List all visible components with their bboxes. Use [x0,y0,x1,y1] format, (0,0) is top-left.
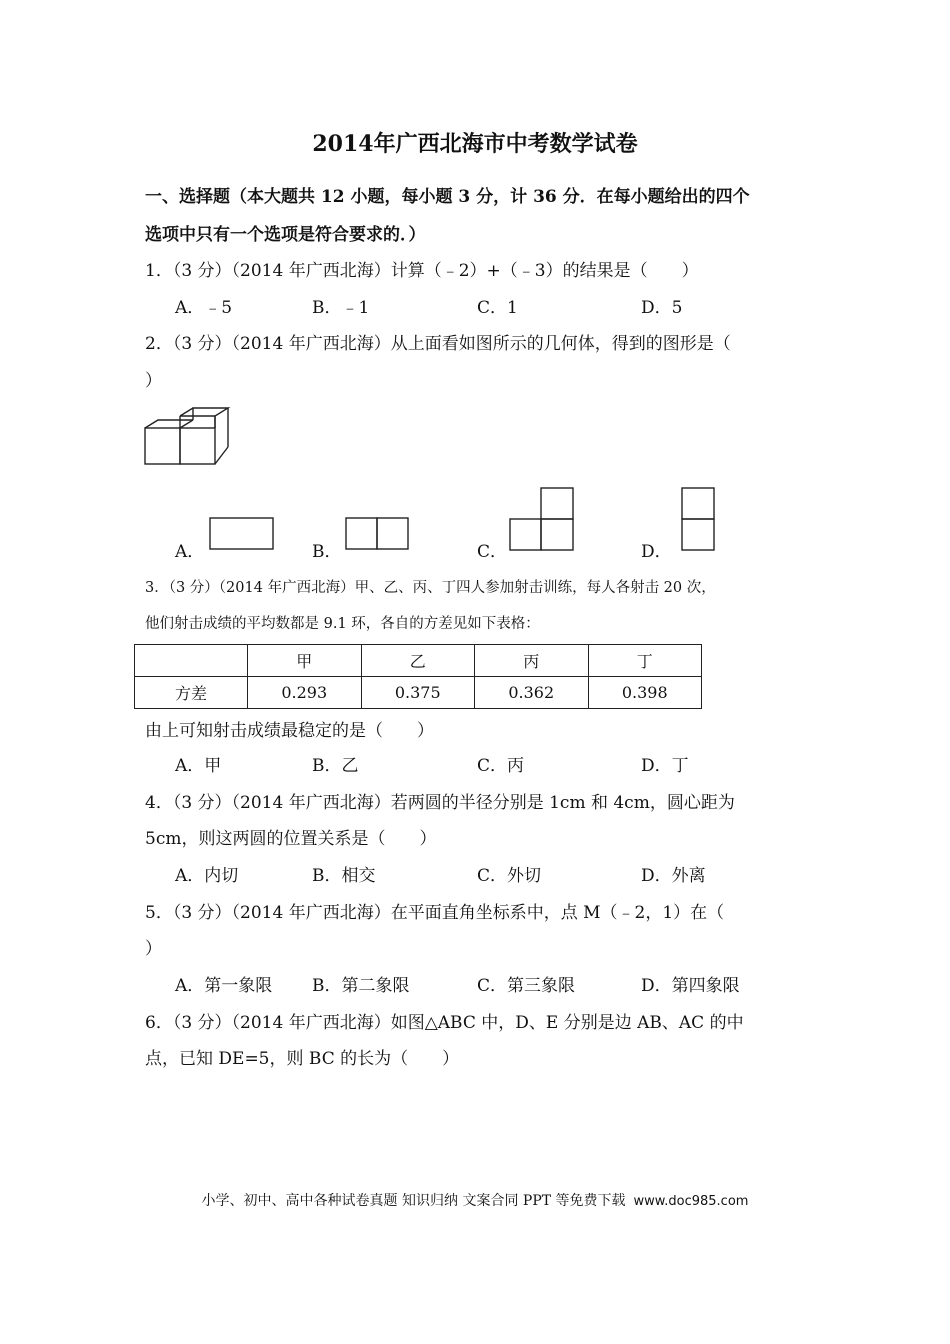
q1-option-b: B．﹣1 [312,298,370,318]
question-2-text-line1: 2．（3 分）（2014 年广西北海）从上面看如图所示的几何体，得到的图形是（ [145,334,731,354]
table-cell: 方差 [135,677,248,709]
q4-option-b: B．相交 [312,866,376,886]
q5-option-a: A．第一象限 [175,976,273,996]
q2-option-b-figure [344,516,412,552]
q4-option-a: A．内切 [175,866,239,886]
footer-url[interactable]: www.doc985.com [633,1194,749,1209]
q2-option-a-figure [208,516,276,552]
question-6-text-line1: 6．（3 分）（2014 年广西北海）如图△ABC 中，D、E 分别是边 AB、AC 的中 [145,1013,744,1033]
q3-option-d: D．丁 [641,756,689,776]
solid-figure [140,402,250,472]
q4-option-c: C．外切 [477,866,542,886]
table-header-row [135,645,702,677]
table-cell [135,645,248,677]
q5-option-d: D．第四象限 [641,976,740,996]
table-cell: 0.293 [248,677,362,709]
q2-option-d-figure [680,486,718,552]
q2-option-c-figure [508,486,578,552]
question-5-text-line2: ） [145,939,162,959]
q2-option-c-label: C． [477,542,508,562]
section-heading-line1: 一、选择题（本大题共 12 小题，每小题 3 分，计 36 分．在每小题给出的四个 [145,187,750,207]
question-5-text-line1: 5．（3 分）（2014 年广西北海）在平面直角坐标系中，点 M（﹣2，1）在（ [145,903,725,923]
question-4-text-line1: 4．（3 分）（2014 年广西北海）若两圆的半径分别是 1cm 和 4cm，圆心距为 [145,793,735,813]
table-cell: 乙 [361,645,475,677]
q4-option-d: D．外离 [641,866,706,886]
question-3-text-line3: 由上可知射击成绩最稳定的是（ ） [145,721,434,741]
question-4-text-line2: 5cm，则这两圆的位置关系是（ ） [145,829,437,849]
page-footer [0,1190,950,1210]
q3-option-c: C．丙 [477,756,525,776]
page-title: 2014年广西北海市中考数学试卷 [312,131,638,157]
question-2-text-line2: ） [145,371,162,391]
q3-option-b: B．乙 [312,756,359,776]
question-3-text-line2: 他们射击成绩的平均数都是 9.1 环，各自的方差见如下表格： [145,616,540,632]
q2-option-d-label: D． [641,542,672,562]
table-cell: 0.375 [361,677,475,709]
table-cell: 丁 [588,645,702,677]
q5-option-c: C．第三象限 [477,976,576,996]
q1-option-d: D．5 [641,298,683,318]
table-row [135,677,702,709]
q1-option-c: C．1 [477,298,518,318]
q2-option-b-label: B． [312,542,342,562]
question-6-text-line2: 点，已知 DE=5，则 BC 的长为（ ） [145,1049,460,1069]
q5-option-b: B．第二象限 [312,976,410,996]
table-cell: 0.362 [475,677,589,709]
table-cell: 甲 [248,645,362,677]
section-heading-line2: 选项中只有一个选项是符合要求的．） [145,225,426,245]
question-3-text-line1: 3．（3 分）（2014 年广西北海）甲、乙、丙、丁四人参加射击训练，每人各射击 20 次， [145,580,716,596]
variance-table [134,644,702,709]
q1-option-a: A．﹣5 [175,298,233,318]
table-cell: 丙 [475,645,589,677]
question-1-text: 1．（3 分）（2014 年广西北海）计算（﹣2）+（﹣3）的结果是（ ） [145,261,699,281]
q3-option-a: A．甲 [175,756,222,776]
footer-text: 小学、初中、高中各种试卷真题 知识归纳 文案合同 PPT 等免费下载 [201,1193,626,1209]
q2-option-a-label: A． [175,542,205,562]
table-cell: 0.398 [588,677,702,709]
